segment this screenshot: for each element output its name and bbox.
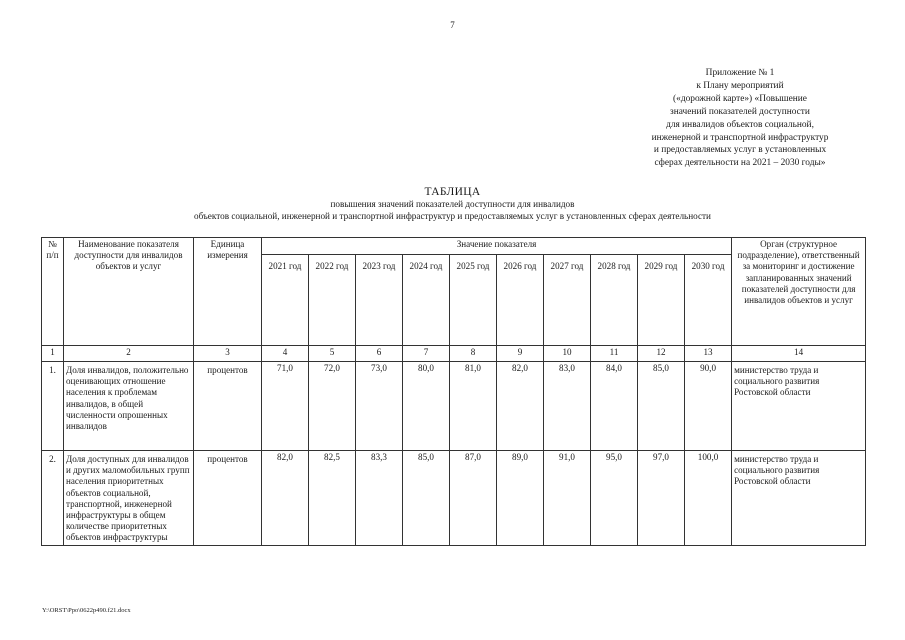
appendix-note [600,67,880,170]
row-indicator: Доля доступных для инвалидов и других маломобильных групп населения приоритетных объектов социальной, транспортной, инженерной инфраструктуры в общем количестве приоритетных объектов инфраструктуры [64,451,194,546]
header-year: 2026 год [497,255,544,346]
appendix-line: к Плану мероприятий [696,80,784,91]
header-row [42,238,866,255]
row-value: 84,0 [591,362,638,451]
row-unit: процентов [194,362,262,451]
header-year: 2029 год [638,255,685,346]
column-number: 7 [403,346,450,362]
row-value: 82,5 [309,451,356,546]
title-line-1: повышения значений показателей доступности для инвалидов [330,199,575,209]
table-row [42,451,866,546]
appendix-line: сферах деятельности на 2021 – 2030 годы» [654,158,826,169]
row-value: 90,0 [685,362,732,451]
column-number: 1 [42,346,64,362]
row-value: 85,0 [638,362,685,451]
column-number: 11 [591,346,638,362]
row-value: 89,0 [497,451,544,546]
row-org: министерство труда и социального развития Ростовской области [732,451,866,546]
row-value: 82,0 [262,451,309,546]
table-title [0,186,905,222]
column-number: 6 [356,346,403,362]
row-indicator: Доля инвалидов, положительно оценивающих отношение населения к проблемам инвалидов, в общей численности опрошенных инвалидов [64,362,194,451]
row-value: 85,0 [403,451,450,546]
row-value: 83,3 [356,451,403,546]
appendix-line: значений показателей доступности [670,106,810,117]
row-value: 80,0 [403,362,450,451]
header-year: 2024 год [403,255,450,346]
header-unit: Единица измерения [194,238,262,346]
row-value: 72,0 [309,362,356,451]
header-values-group: Значение показателя [262,238,732,255]
row-value: 81,0 [450,362,497,451]
row-value: 95,0 [591,451,638,546]
appendix-line: и предоставляемых услуг в установленных [653,145,827,156]
header-year: 2027 год [544,255,591,346]
row-value: 83,0 [544,362,591,451]
row-value: 97,0 [638,451,685,546]
header-indicator: Наименование показателя доступности для инвалидов объектов и услуг [64,238,194,346]
column-number: 4 [262,346,309,362]
row-value: 91,0 [544,451,591,546]
row-org: министерство труда и социального развития Ростовской области [732,362,866,451]
column-number: 13 [685,346,732,362]
row-num: 1. [42,362,64,451]
column-number-row [42,346,866,362]
appendix-line: для инвалидов объектов социальной, [666,119,814,130]
column-number: 8 [450,346,497,362]
header-year: 2025 год [450,255,497,346]
title-line-2: объектов социальной, инженерной и транспортной инфраструктур и предоставляемых услуг в установленных сферах деятельности [194,210,711,221]
header-org: Орган (структурное подразделение), ответственный за мониторинг и достижение запланированных значений показателей доступности для инвалидов объектов и услуг [732,238,866,346]
page-number: 7 [450,20,455,30]
column-number: 5 [309,346,356,362]
column-number: 9 [497,346,544,362]
appendix-line: инженерной и транспортной инфраструктур [651,132,829,143]
row-value: 82,0 [497,362,544,451]
header-year: 2022 год [309,255,356,346]
column-number: 2 [64,346,194,362]
header-year: 2030 год [685,255,732,346]
column-number: 12 [638,346,685,362]
column-number: 14 [732,346,866,362]
row-value: 73,0 [356,362,403,451]
header-year: 2023 год [356,255,403,346]
header-year: 2028 год [591,255,638,346]
column-number: 3 [194,346,262,362]
header-year: 2021 год [262,255,309,346]
appendix-line: («дорожной карте») «Повышение [673,93,807,104]
title-main: ТАБЛИЦА [424,186,481,198]
file-path-footer: Y:\ORST\Ppo\0622p490.f21.docx [42,607,131,614]
column-number: 10 [544,346,591,362]
table-row [42,362,866,451]
appendix-line: Приложение № 1 [705,68,775,78]
header-num: № п/п [42,238,64,346]
row-value: 100,0 [685,451,732,546]
indicators-table [41,237,866,546]
row-num: 2. [42,451,64,546]
row-unit: процентов [194,451,262,546]
row-value: 87,0 [450,451,497,546]
row-value: 71,0 [262,362,309,451]
